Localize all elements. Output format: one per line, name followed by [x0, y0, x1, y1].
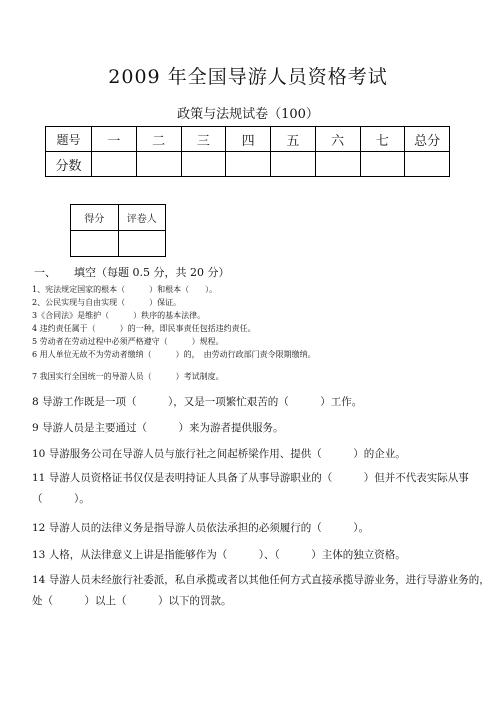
grader-cell-score-label: 得分 [71, 205, 119, 231]
score-cell-empty[interactable] [181, 152, 226, 177]
section-number: 一、 [34, 266, 56, 279]
grader-cell-empty[interactable] [71, 231, 119, 257]
question-item: 10 导游服务公司在导游人员与旅行社之间起桥梁作用、提供（ ）的企业。 [32, 448, 406, 460]
grader-cell-empty[interactable] [118, 231, 166, 257]
score-cell-empty[interactable] [315, 152, 360, 177]
score-cell-empty[interactable] [136, 152, 181, 177]
exam-subtitle: 政策与法规试卷（100） [177, 107, 319, 122]
score-table-header-row [46, 127, 450, 152]
score-cell-empty[interactable] [271, 152, 316, 177]
score-cell-empty[interactable] [360, 152, 405, 177]
question-item: 13 人格，从法律意义上讲是指能够作为（ ）、（ ）主体的独立资格。 [32, 549, 406, 561]
score-cell-header-total: 总分 [405, 127, 450, 152]
question-item: 7 我国实行全国统一的导游人员（ ）考试制度。 [32, 372, 224, 381]
score-cell-header-2: 二 [136, 127, 181, 152]
question-item: 5 劳动者在劳动过程中必须严格遵守（ ）规程。 [32, 337, 224, 346]
score-cell-header-3: 三 [181, 127, 226, 152]
question-item: 4 违约责任属于（ ）的一种，即民事责任包括违约责任。 [32, 324, 256, 333]
exam-title: 2009 年全国导游人员资格考试 [108, 66, 388, 88]
question-item: 1、宪法规定国家的根本（ ）和根本（ ）。 [32, 285, 218, 294]
question-item: 6 用人单位无故不为劳动者缴纳（ ）的， 由劳动行政部门责令限期缴纳。 [32, 350, 316, 359]
score-cell-header-7: 七 [360, 127, 405, 152]
score-cell-header-1: 一 [92, 127, 137, 152]
grader-table [70, 204, 166, 257]
grader-table-header-row [71, 205, 166, 231]
score-cell-empty[interactable] [92, 152, 137, 177]
score-cell-header-6: 六 [315, 127, 360, 152]
question-item: 2、公民实现与自由实现（ ）保证。 [32, 298, 182, 307]
question-item: 12 导游人员的法律义务是指导游人员依法承担的必须履行的（ ）。 [32, 522, 369, 534]
score-table [45, 126, 450, 177]
question-item: 14 导游人员未经旅行社委派，私自承揽或者以其他任何方式直接承揽导游业务，进行导游业务的，处（ ）以上（ ）以下的罚款。 [32, 574, 490, 607]
score-cell-header-5: 五 [271, 127, 316, 152]
score-cell-empty[interactable] [405, 152, 450, 177]
score-cell-header-4: 四 [226, 127, 271, 152]
section-heading [34, 264, 229, 280]
question-item: 8 导游工作既是一项（ ），又是一项繁忙艰苦的（ ）工作。 [32, 396, 363, 408]
question-item: 3《合同法》是维护（ ）秩序的基本法律。 [32, 311, 206, 320]
grader-table-entry-row [71, 231, 166, 257]
score-cell-question-number-label: 题号 [46, 127, 92, 152]
score-table-score-row [46, 152, 450, 177]
question-item: 11 导游人员资格证书仅仅是表明持证人具备了从事导游职业的（ ）但并不代表实际从事（ ）。 [32, 472, 469, 505]
score-cell-score-label: 分数 [46, 152, 92, 177]
grader-cell-grader-label: 评卷人 [118, 205, 166, 231]
section-title: 填空（每题 0.5 分，共 20 分） [74, 266, 230, 279]
score-cell-empty[interactable] [226, 152, 271, 177]
question-item: 9 导游人员是主要通过（ ）来为游者提供服务。 [32, 422, 284, 434]
